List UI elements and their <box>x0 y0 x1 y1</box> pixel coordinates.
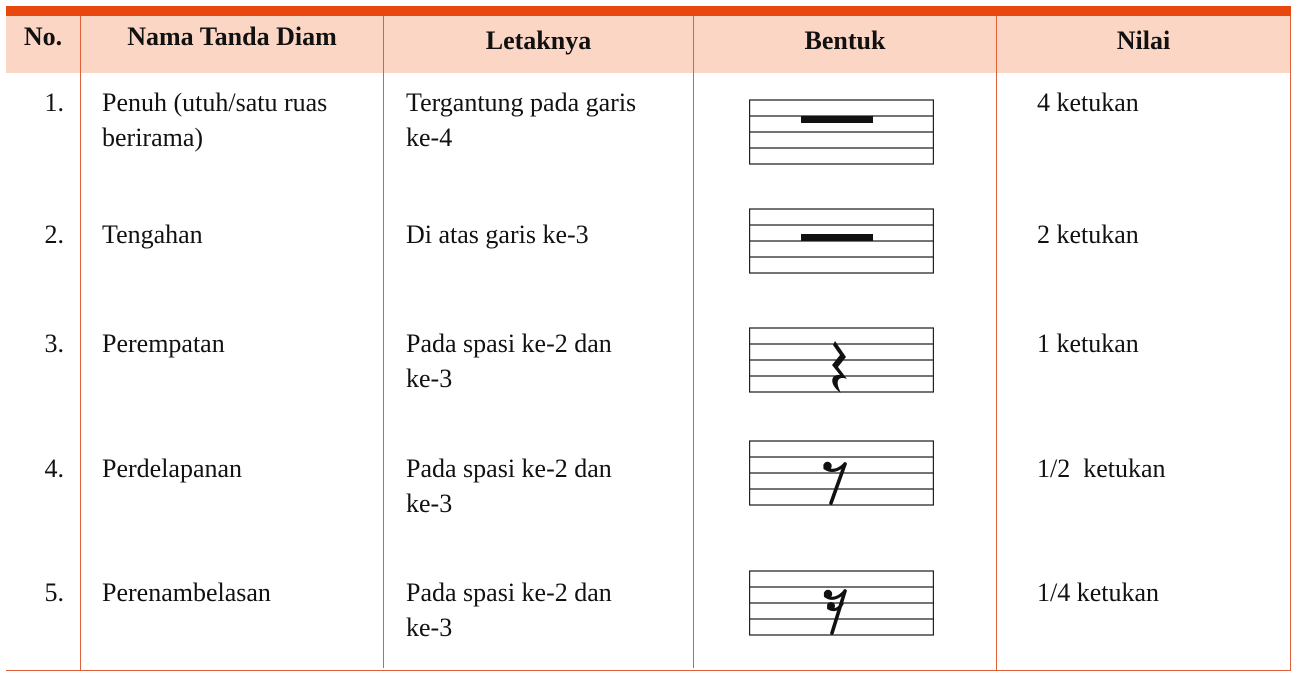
sixteenth-rest-icon <box>824 590 845 633</box>
header-shape: Bentuk <box>804 26 886 55</box>
column-divider <box>80 16 81 671</box>
rest-location-line: Tergantung pada garis <box>406 88 637 117</box>
rest-name: Perdelapanan <box>102 454 243 483</box>
rest-location-line: ke-3 <box>406 613 453 642</box>
eighth-rest-icon <box>823 462 845 503</box>
column-divider <box>996 16 997 671</box>
rest-location-line: Pada spasi ke-2 dan <box>406 454 612 483</box>
whole-rest-icon <box>801 116 873 123</box>
rest-name: Perenambelasan <box>102 578 271 607</box>
header-location: Letaknya <box>485 26 592 55</box>
rest-location-line: Pada spasi ke-2 dan <box>406 578 612 607</box>
eighth-rest-staff-icon <box>749 440 935 508</box>
rest-location-line: ke-3 <box>406 489 453 518</box>
rest-name: Perempatan <box>102 329 225 358</box>
rest-value: 1/4 ketukan <box>1037 578 1160 607</box>
rest-value: 4 ketukan <box>1037 88 1139 117</box>
half-rest-icon <box>801 234 873 241</box>
row-number: 1. <box>44 88 64 117</box>
header-no: No. <box>23 22 63 51</box>
rest-location <box>406 575 691 645</box>
rest-name-line: berirama) <box>102 123 204 152</box>
header-value: Nilai <box>1116 26 1171 55</box>
rest-name-line: Penuh (utuh/satu ruas <box>102 88 328 117</box>
rest-name: Tengahan <box>102 220 203 249</box>
rest-location-line: ke-3 <box>406 364 453 393</box>
quarter-rest-icon <box>832 341 847 393</box>
rest-location <box>406 326 691 396</box>
sixteenth-rest-staff-icon <box>749 570 935 638</box>
column-divider <box>693 16 694 668</box>
row-number: 5. <box>44 578 64 607</box>
row-number: 3. <box>44 329 64 358</box>
rest-value: 1/2 ketukan <box>1037 454 1166 483</box>
whole-rest-staff-icon <box>749 99 935 167</box>
rest-location <box>406 451 691 521</box>
quarter-rest-staff-icon <box>749 327 935 395</box>
rest-location <box>406 85 691 155</box>
rest-location: Di atas garis ke-3 <box>406 220 589 249</box>
rest-value: 1 ketukan <box>1037 329 1139 358</box>
rest-value: 2 ketukan <box>1037 220 1139 249</box>
rest-name <box>102 85 382 155</box>
row-number: 4. <box>44 454 64 483</box>
table-bottom-rule <box>6 670 1291 671</box>
column-divider <box>1290 16 1291 671</box>
rest-location-line: Pada spasi ke-2 dan <box>406 329 612 358</box>
top-accent-bar <box>6 6 1291 16</box>
column-divider <box>383 16 384 668</box>
row-number: 2. <box>44 220 64 249</box>
rest-location-line: ke-4 <box>406 123 453 152</box>
header-name: Nama Tanda Diam <box>127 22 337 51</box>
half-rest-staff-icon <box>749 208 935 276</box>
